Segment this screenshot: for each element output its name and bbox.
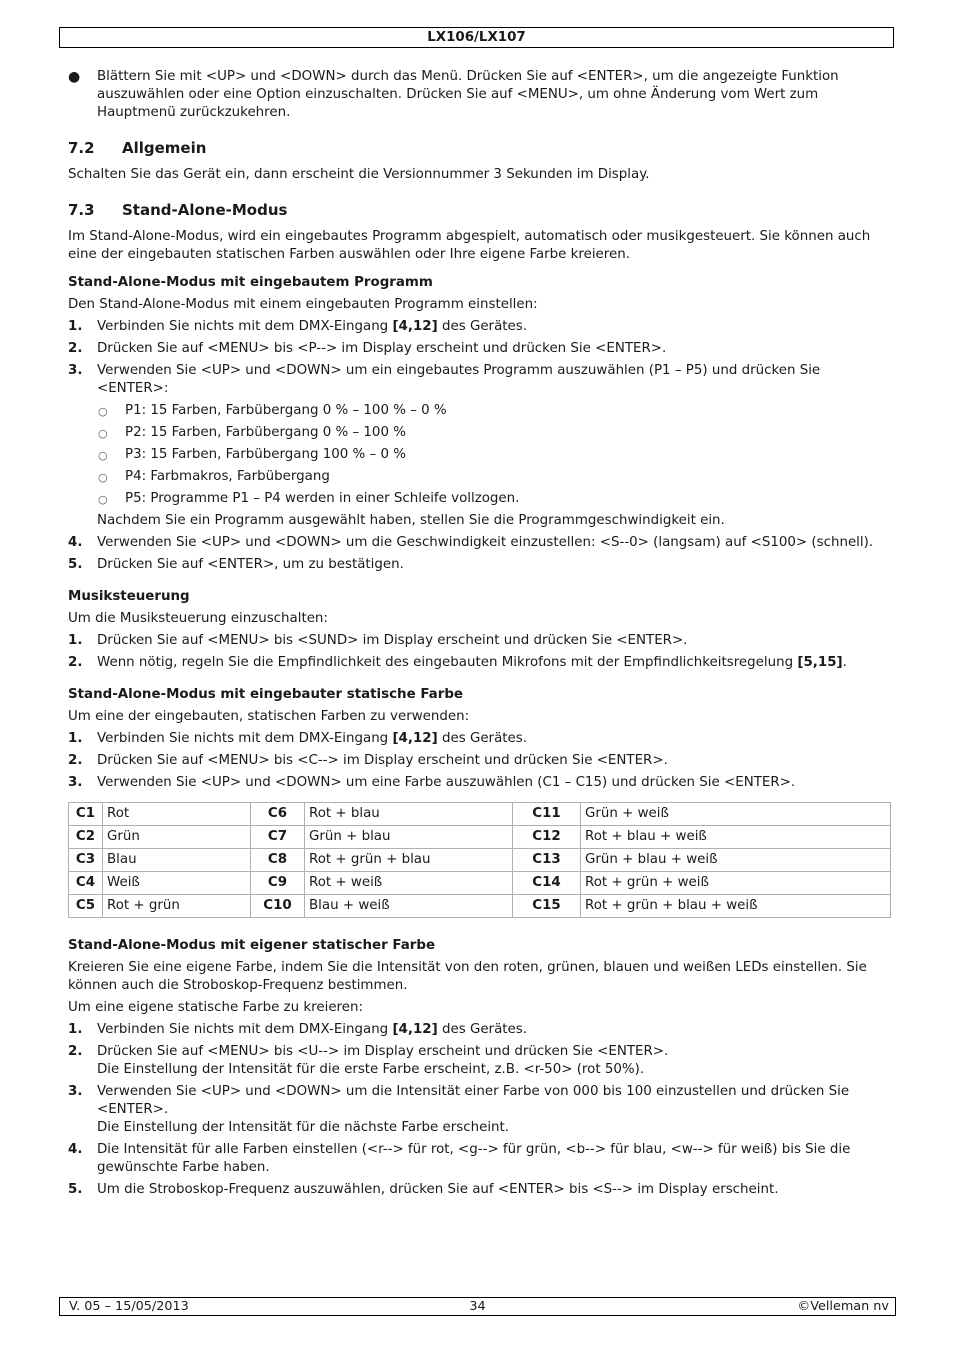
list-item: 1. Verbinden Sie nichts mit dem DMX-Eingang [4,12] des Gerätes. [68, 731, 527, 746]
color-table [68, 802, 891, 918]
intro-bullet [68, 68, 893, 122]
section-number: 7.2 [68, 139, 95, 157]
section-number: 7.3 [68, 201, 95, 219]
list-item: 3. Verwenden Sie <UP> und <DOWN> um ein eingebautes Programm auszuwählen (P1 – P5) und drücken Sie <ENTER>: ○ P1: 15 Farben, Farbübergang 0 % – 100 % – 0 % ○ P2: 15 Farben, Farbübergang 0 % – 100 % ○ P3: 15 Farben, Farbübergang 100 % – 0 % ○ P4: Farbmakros, Farbübergang ○ P5: Programme P1 – P4 werden in einer Schleife vollzogen. Nachdem Sie ein Programm ausgewählt haben, stellen Sie die Programmgeschwindigkeit ein. [68, 362, 893, 530]
list-item: 2. Drücken Sie auf <MENU> bis <P--> im Display erscheint und drücken Sie <ENTER>. [68, 341, 667, 356]
section-title: Allgemein [122, 139, 207, 157]
own-text: Kreieren Sie eine eigene Farbe, indem Sie die Intensität von den roten, grünen, blauen und weißen LEDs einstellen. Sie können auch die Stroboskop-Frequenz bestimmen. [68, 960, 867, 993]
subheading-own-color: Stand-Alone-Modus mit eigener statischer Farbe [68, 938, 436, 953]
bullet-icon: ● [68, 69, 81, 85]
table-row: C5 Rot + grün C10 Blau + weiß C15 Rot + grün + blau + weiß [69, 895, 891, 918]
list-item: 5. Drücken Sie auf <ENTER>, um zu bestätigen. [68, 557, 404, 572]
music-intro: Um die Musiksteuerung einzuschalten: [68, 611, 328, 626]
program-intro: Den Stand-Alone-Modus mit einem eingebauten Programm einstellen: [68, 297, 538, 312]
circle-bullet-icon: ○ [98, 471, 108, 484]
list-item: 3. Verwenden Sie <UP> und <DOWN> um die Intensität einer Farbe von 000 bis 100 einzustellen und drücken Sie <ENTER>. Die Einstellung der Intensität für die nächste Farbe erscheint. [68, 1084, 850, 1135]
list-item: ○ P5: Programme P1 – P4 werden in einer Schleife vollzogen. [97, 490, 893, 508]
circle-bullet-icon: ○ [98, 449, 108, 462]
list-item: 1. Verbinden Sie nichts mit dem DMX-Eingang [4,12] des Gerätes. [68, 1022, 527, 1037]
circle-bullet-icon: ○ [98, 427, 108, 440]
copyright: ©Velleman nv [797, 1299, 889, 1314]
own-intro: Um eine eigene statische Farbe zu kreieren: [68, 1000, 364, 1015]
list-item: 4. Die Intensität für alle Farben einstellen (<r--> für rot, <g--> für grün, <b--> für blau, <w--> für weiß) bis Sie die gewünschte Farbe haben. [68, 1142, 851, 1175]
program-steps [68, 318, 893, 574]
program-options [97, 402, 893, 508]
list-item: ○ P4: Farbmakros, Farbübergang [97, 468, 893, 486]
model-title: LX106/LX107 [427, 30, 526, 45]
circle-bullet-icon: ○ [98, 405, 108, 418]
page-content [68, 68, 893, 1203]
page-header [59, 27, 894, 48]
page-footer [59, 1297, 896, 1316]
static-intro: Um eine der eingebauten, statischen Farben zu verwenden: [68, 709, 470, 724]
section-title: Stand-Alone-Modus [122, 201, 288, 219]
program-after-note: Nachdem Sie ein Programm ausgewählt haben, stellen Sie die Programmgeschwindigkeit ein. [97, 513, 725, 528]
table-row: C1 Rot C6 Rot + blau C11 Grün + weiß [69, 803, 891, 826]
music-steps [68, 632, 893, 672]
version-date: V. 05 – 15/05/2013 [69, 1299, 189, 1314]
page-number: 34 [469, 1299, 486, 1314]
table-row: C2 Grün C7 Grün + blau C12 Rot + blau + weiß [69, 826, 891, 849]
list-item: 3. Verwenden Sie <UP> und <DOWN> um eine Farbe auszuwählen (C1 – C15) und drücken Sie <ENTER>. [68, 775, 796, 790]
circle-bullet-icon: ○ [98, 493, 108, 506]
subheading-music: Musiksteuerung [68, 589, 190, 604]
section-heading-7-3 [68, 200, 893, 220]
list-item: 2. Wenn nötig, regeln Sie die Empfindlichkeit des eingebauten Mikrofons mit der Empfindlichkeitsregelung [5,15]. [68, 655, 847, 670]
list-item: ○ P2: 15 Farben, Farbübergang 0 % – 100 % [97, 424, 893, 442]
list-item: 4. Verwenden Sie <UP> und <DOWN> um die Geschwindigkeit einzustellen: <S--0> (langsam) auf <S100> (schnell). [68, 535, 874, 550]
list-item: 5. Um die Stroboskop-Frequenz auszuwählen, drücken Sie auf <ENTER> bis <S--> im Display erscheint. [68, 1182, 779, 1197]
list-item: 1. Verbinden Sie nichts mit dem DMX-Eingang [4,12] des Gerätes. [68, 319, 527, 334]
list-item: 2. Drücken Sie auf <MENU> bis <C--> im Display erscheint und drücken Sie <ENTER>. [68, 753, 668, 768]
list-item: ○ P1: 15 Farben, Farbübergang 0 % – 100 % – 0 % [97, 402, 893, 420]
own-steps [68, 1021, 893, 1199]
intro-bullet-text: Blättern Sie mit <UP> und <DOWN> durch das Menü. Drücken Sie auf <ENTER>, um die angezeigte Funktion auszuwählen oder eine Option einzuschalten. Drücken Sie auf <MENU>, um ohne Änderung vom Wert zum Hauptmenü zurückzukehren. [97, 69, 839, 120]
subheading-static-color: Stand-Alone-Modus mit eingebauter statische Farbe [68, 687, 463, 702]
list-item: 2. Drücken Sie auf <MENU> bis <U--> im Display erscheint und drücken Sie <ENTER>. Die Einstellung der Intensität für die erste Farbe erscheint, z.B. <r-50> (rot 50%). [68, 1044, 669, 1077]
section-7-3-text: Im Stand-Alone-Modus, wird ein eingebautes Programm abgespielt, automatisch oder musikgesteuert. Sie können auch eine der eingebauten statischen Farben auswählen oder Ihre eigene Farbe kreieren. [68, 229, 871, 262]
table-row: C4 Weiß C9 Rot + weiß C14 Rot + grün + weiß [69, 872, 891, 895]
section-heading-7-2 [68, 138, 893, 158]
list-item: ○ P3: 15 Farben, Farbübergang 100 % – 0 % [97, 446, 893, 464]
subheading-program: Stand-Alone-Modus mit eingebautem Programm [68, 275, 433, 290]
list-item: 1. Drücken Sie auf <MENU> bis <SUND> im Display erscheint und drücken Sie <ENTER>. [68, 633, 688, 648]
table-row: C3 Blau C8 Rot + grün + blau C13 Grün + blau + weiß [69, 849, 891, 872]
static-steps [68, 730, 893, 792]
section-7-2-text: Schalten Sie das Gerät ein, dann erscheint die Versionnummer 3 Sekunden im Display. [68, 167, 650, 182]
